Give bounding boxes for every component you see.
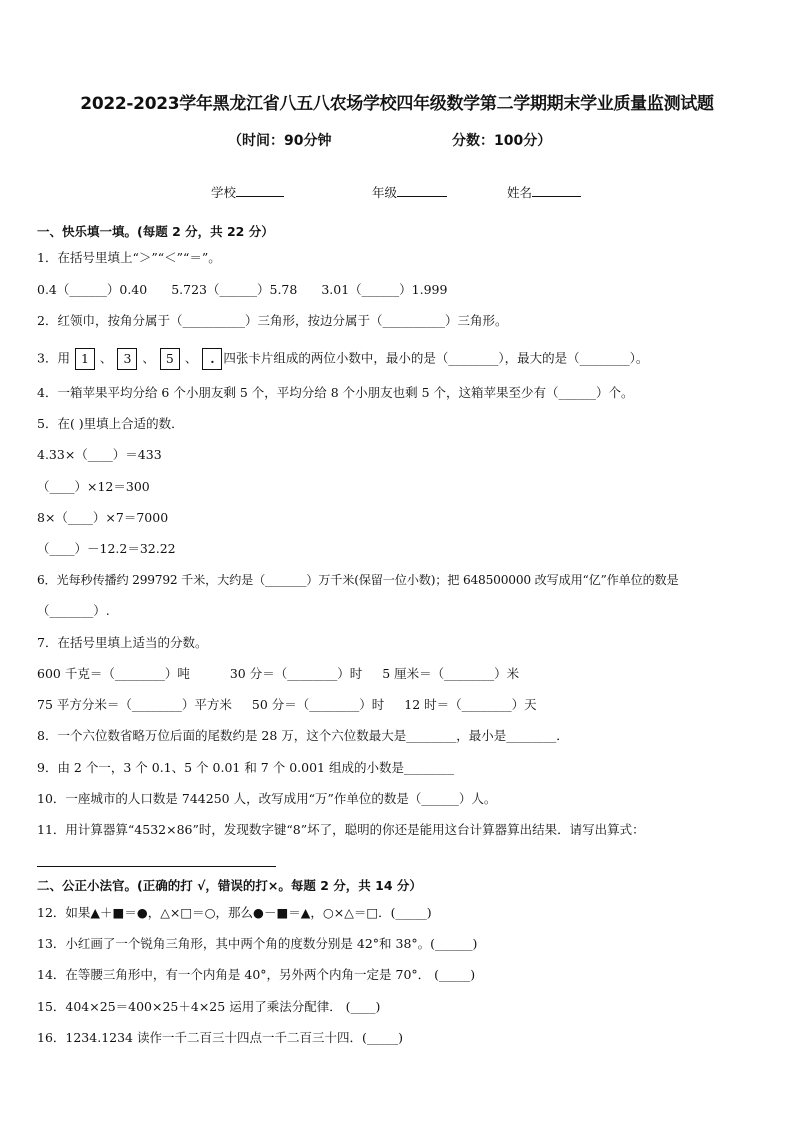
school-label: 学校 — [211, 185, 237, 200]
question-6-cont: （_______）. — [37, 603, 110, 618]
question-1-items — [37, 282, 447, 298]
question-9: 9．由 2 个一，3 个 0.1、5 个 0.01 和 7 个 0.001 组成的小数是________ — [37, 760, 454, 775]
name-blank[interactable] — [532, 182, 581, 197]
q3-prefix: 3．用 — [37, 350, 70, 366]
question-4: 4．一箱苹果平均分给 6 个小朋友剩 5 个，平均分给 8 个小朋友也剩 5 个，这箱苹果至少有（______）个。 — [37, 385, 634, 400]
question-10: 10．一座城市的人口数是 744250 人，改写成用“万”作单位的数是（______）人。 — [37, 791, 497, 806]
q3-text: 四张卡片组成的两位小数中，最小的是（________），最大的是（________）。 — [223, 350, 649, 366]
grade-label: 年级 — [372, 185, 398, 200]
q5-item: （____）×12＝300 — [37, 479, 150, 494]
digit-card: 5 — [160, 348, 180, 370]
school-blank[interactable] — [236, 182, 284, 197]
q3-separator: 、 — [99, 350, 113, 366]
exam-title: 2022-2023学年黑龙江省八五八农场学校四年级数学第二学期期末学业质量监测试题 — [80, 94, 714, 114]
q7-item: 12 时＝（________）天 — [404, 697, 537, 712]
grade-field[interactable] — [372, 182, 447, 201]
name-label: 姓名 — [507, 185, 533, 200]
exam-score: 分数：100分） — [452, 133, 552, 149]
name-field[interactable] — [507, 182, 581, 201]
q7-item: 600 千克＝（________）吨 — [37, 666, 190, 681]
q7-row — [37, 666, 519, 682]
question-8: 8．一个六位数省略万位后面的尾数约是 28 万，这个六位数最大是________，最小是________． — [37, 728, 569, 743]
section1-heading: 一、快乐填一填。(每题 2 分，共 22 分） — [37, 224, 274, 239]
question-6: 6．光每秒传播约 299792 千米，大约是（_______）万千米(保留一位小数)；把 648500000 改写成用“亿”作单位的数是 — [37, 573, 679, 587]
q1-item: 0.4（______）0.40 — [37, 282, 148, 297]
q7-item: 5 厘米＝（________）米 — [382, 666, 520, 681]
question-15: 15．404×25＝400×25＋4×25 运用了乘法分配律． (____) — [37, 999, 381, 1014]
q3-separator: 、 — [184, 350, 198, 366]
q5-item: 4.33×（____）＝433 — [37, 447, 162, 462]
q5-item: （____）－12.2＝32.22 — [37, 541, 176, 556]
q7-row — [37, 697, 537, 713]
q1-item: 5.723（______）5.78 — [171, 282, 298, 297]
question-11: 11．用计算器算“4532×86”时，发现数字键“8”坏了，聪明的你还是能用这台计算器算出结果．请写出算式： — [37, 822, 645, 837]
question-7: 7．在括号里填上适当的分数。 — [37, 635, 208, 650]
question-5: 5．在( )里填上合适的数． — [37, 416, 184, 431]
q7-item: 30 分＝（________）时 — [229, 666, 363, 681]
section2-heading: 二、公正小法官。(正确的打 √，错误的打×。每题 2 分，共 14 分） — [37, 878, 422, 893]
answer-line[interactable] — [37, 866, 276, 867]
question-2: 2．红领巾，按角分属于（__________）三角形，按边分属于（__________）三角形。 — [37, 313, 508, 328]
q1-item: 3.01（______）1.999 — [321, 282, 448, 297]
exam-time: （时间：90分钟 — [228, 133, 332, 149]
grade-blank[interactable] — [397, 182, 447, 197]
question-1: 1．在括号里填上“＞”“＜”“＝”。 — [37, 250, 221, 265]
q5-item: 8×（____）×7＝7000 — [37, 510, 169, 525]
question-13: 13．小红画了一个锐角三角形，其中两个角的度数分别是 42°和 38°。(______) — [37, 936, 478, 951]
decimal-point-card: . — [202, 348, 222, 370]
digit-card: 3 — [117, 348, 137, 370]
school-field[interactable] — [211, 182, 284, 201]
question-16: 16．1234.1234 读作一千二百三十四点一千二百三十四．(_____) — [37, 1030, 403, 1045]
question-3 — [37, 348, 648, 370]
q3-separator: 、 — [142, 350, 155, 366]
question-14: 14．在等腰三角形中，有一个内角是 40°，另外两个内角一定是 70°． (_____) — [37, 967, 476, 982]
q7-item: 50 分＝（________）时 — [251, 697, 385, 712]
digit-card: 1 — [75, 348, 95, 370]
question-12: 12．如果▲＋■＝●，△×□＝○，那么●－■＝▲，○×△＝□．(_____) — [37, 905, 432, 920]
q7-item: 75 平方分米＝（________）平方米 — [37, 697, 232, 712]
